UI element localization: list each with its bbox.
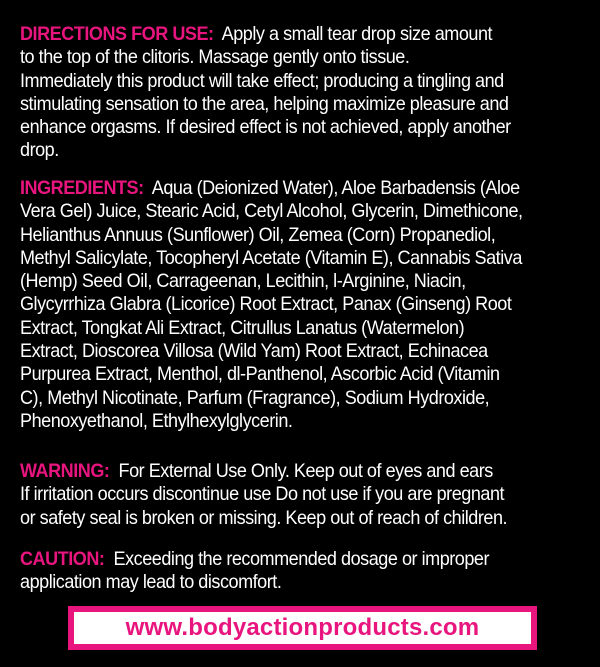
ingredients-line: Vera Gel) Juice, Stearic Acid, Cetyl Alcohol, Glycerin, Dimethicone,: [20, 200, 523, 223]
directions-line: Immediately this product will take effect; producing a tingling and: [20, 69, 504, 92]
directions-text: Apply a small tear drop size amount: [221, 23, 493, 45]
ingredients-line: Methyl Salicylate, Tocopheryl Acetate (Vitamin E), Cannabis Sativa: [20, 246, 522, 269]
website-banner-inner: [74, 612, 531, 644]
directions-section: [20, 23, 550, 163]
warning-section: [20, 460, 550, 530]
caution-line-1: [20, 548, 550, 571]
directions-line: stimulating sensation to the area, helping maximize pleasure and: [20, 92, 509, 115]
caution-line: application may lead to discomfort.: [20, 571, 282, 594]
warning-line: If irritation occurs discontinue use Do not use if you are pregnant: [20, 483, 505, 506]
ingredients-line: Phenoxyethanol, Ethylhexylglycerin.: [20, 409, 293, 432]
ingredients-line: (Hemp) Seed Oil, Carrageenan, Lecithin, l-Arginine, Niacin,: [20, 270, 466, 293]
directions-line-1: [20, 23, 550, 46]
directions-line: to the top of the clitoris. Massage gently onto tissue.: [20, 46, 410, 69]
caution-heading: CAUTION:: [20, 548, 105, 570]
directions-heading: DIRECTIONS FOR USE:: [20, 23, 214, 45]
ingredients-section: [20, 177, 550, 433]
warning-text: For External Use Only. Keep out of eyes and ears: [118, 460, 493, 482]
website-url[interactable]: www.bodyactionproducts.com: [125, 614, 480, 641]
warning-line: or safety seal is broken or missing. Keep out of reach of children.: [20, 506, 508, 529]
ingredients-line: Extract, Tongkat Ali Extract, Citrullus Lanatus (Watermelon): [20, 316, 465, 339]
directions-line: drop.: [20, 139, 59, 162]
ingredients-line: Helianthus Annuus (Sunflower) Oil, Zemea (Corn) Propanediol,: [20, 223, 496, 246]
ingredients-text: Aqua (Deionized Water), Aloe Barbadensis (Aloe: [151, 177, 520, 199]
warning-line-1: [20, 460, 550, 483]
website-banner: [68, 606, 537, 650]
ingredients-line: Purpurea Extract, Menthol, dl-Panthenol, Ascorbic Acid (Vitamin: [20, 363, 500, 386]
ingredients-line-1: [20, 177, 550, 200]
caution-section: [20, 548, 550, 595]
warning-heading: WARNING:: [20, 460, 110, 482]
directions-line: enhance orgasms. If desired effect is not achieved, apply another: [20, 116, 511, 139]
ingredients-line: C), Methyl Nicotinate, Parfum (Fragrance), Sodium Hydroxide,: [20, 386, 490, 409]
caution-text: Exceeding the recommended dosage or improper: [113, 548, 490, 570]
ingredients-line: Extract, Dioscorea Villosa (Wild Yam) Root Extract, Echinacea: [20, 340, 488, 363]
ingredients-heading: INGREDIENTS:: [20, 177, 144, 199]
ingredients-line: Glycyrrhiza Glabra (Licorice) Root Extract, Panax (Ginseng) Root: [20, 293, 512, 316]
